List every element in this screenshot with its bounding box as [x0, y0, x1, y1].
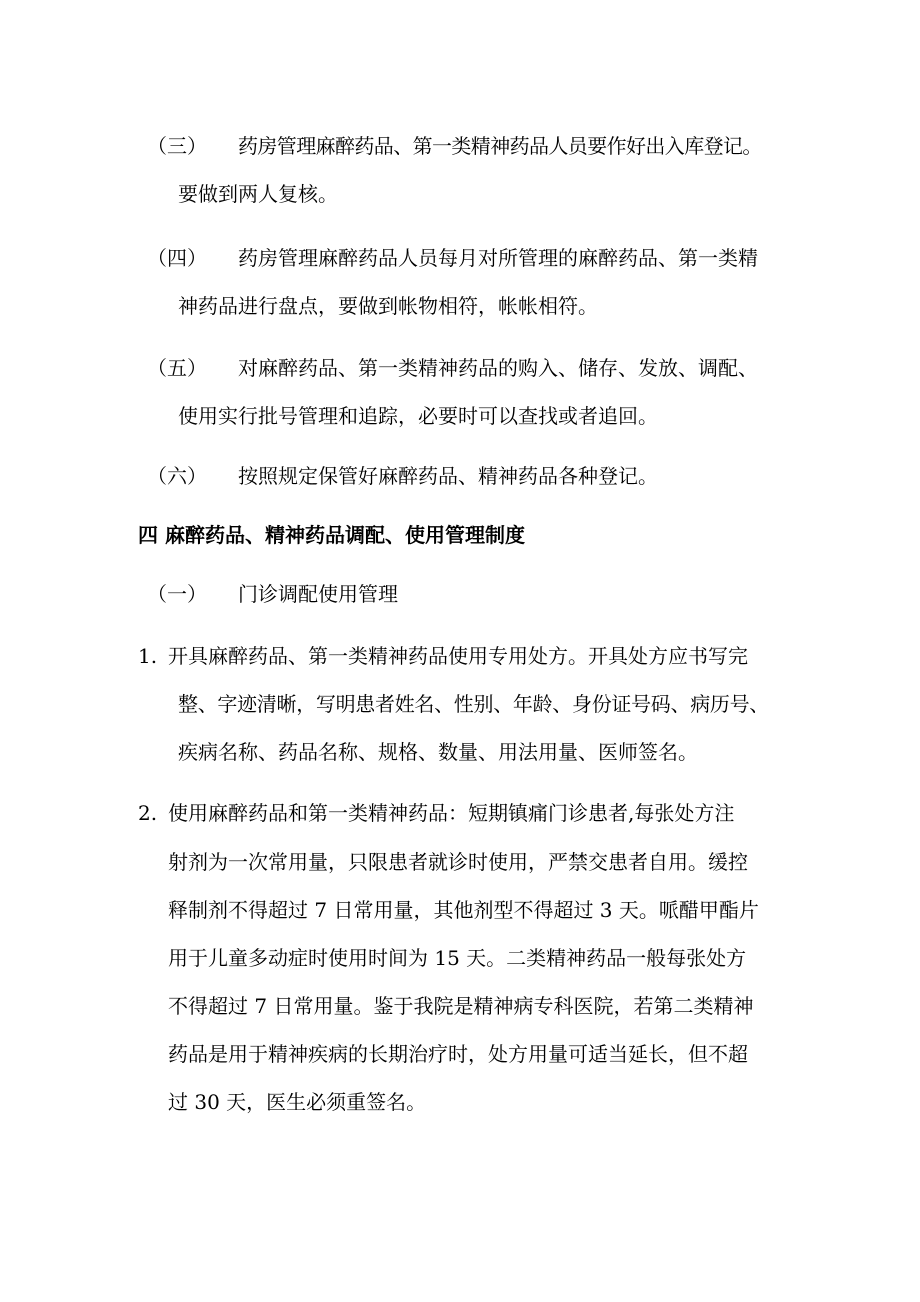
item-4-continuation: 神药品进行盘点，要做到帐物相符，帐帐相符。: [178, 294, 598, 318]
subsection-mark: （一）: [147, 582, 207, 606]
subsection-text: 门诊调配使用管理: [238, 582, 398, 606]
numbered-item-2-line: 用于儿童多动症时使用时间为 15 天。二类精神药品一般每张处方: [168, 946, 747, 970]
numbered-item-1-line: 疾病名称、药品名称、规格、数量、用法用量、医师签名。: [178, 740, 698, 764]
item-3-mark: （三）: [147, 134, 207, 158]
item-6-mark: （六）: [147, 464, 207, 488]
numbered-item-2-line: 药品是用于精神疾病的长期治疗时，处方用量可适当延长，但不超: [168, 1042, 748, 1066]
numbered-item-2-line: 射剂为一次常用量，只限患者就诊时使用，严禁交患者自用。缓控: [168, 850, 748, 874]
item-3-text: 药房管理麻醉药品、第一类精神药品人员要作好出入库登记。: [238, 134, 762, 158]
numbered-item-1-line: 整、字迹清晰，写明患者姓名、性别、年龄、身份证号码、病历号、: [178, 692, 769, 716]
item-5-mark: （五）: [147, 356, 207, 380]
section-heading: 四 麻醉药品、精神药品调配、使用管理制度: [138, 523, 525, 547]
numbered-item-1-num: 1.: [138, 644, 158, 668]
item-4-mark: （四）: [147, 246, 207, 270]
item-4-text: 药房管理麻醉药品人员每月对所管理的麻醉药品、第一类精: [238, 246, 758, 270]
item-5-continuation: 使用实行批号管理和追踪，必要时可以查找或者追回。: [178, 404, 658, 428]
item-3-continuation: 要做到两人复核。: [178, 182, 338, 206]
numbered-item-2-line: 使用麻醉药品和第一类精神药品：短期镇痛门诊患者,每张处方注: [168, 801, 735, 825]
item-5-text: 对麻醉药品、第一类精神药品的购入、储存、发放、调配、: [238, 356, 758, 380]
numbered-item-2-line: 释制剂不得超过 7 日常用量，其他剂型不得超过 3 天。哌醋甲酯片: [168, 898, 759, 922]
item-6-text: 按照规定保管好麻醉药品、精神药品各种登记。: [238, 464, 658, 488]
numbered-item-1-line: 开具麻醉药品、第一类精神药品使用专用处方。开具处方应书写完: [168, 644, 748, 668]
numbered-item-2-line: 过 30 天，医生必须重签名。: [168, 1090, 427, 1114]
numbered-item-2-num: 2.: [138, 801, 158, 825]
numbered-item-2-line: 不得超过 7 日常用量。鉴于我院是精神病专科医院，若第二类精神: [168, 994, 754, 1018]
